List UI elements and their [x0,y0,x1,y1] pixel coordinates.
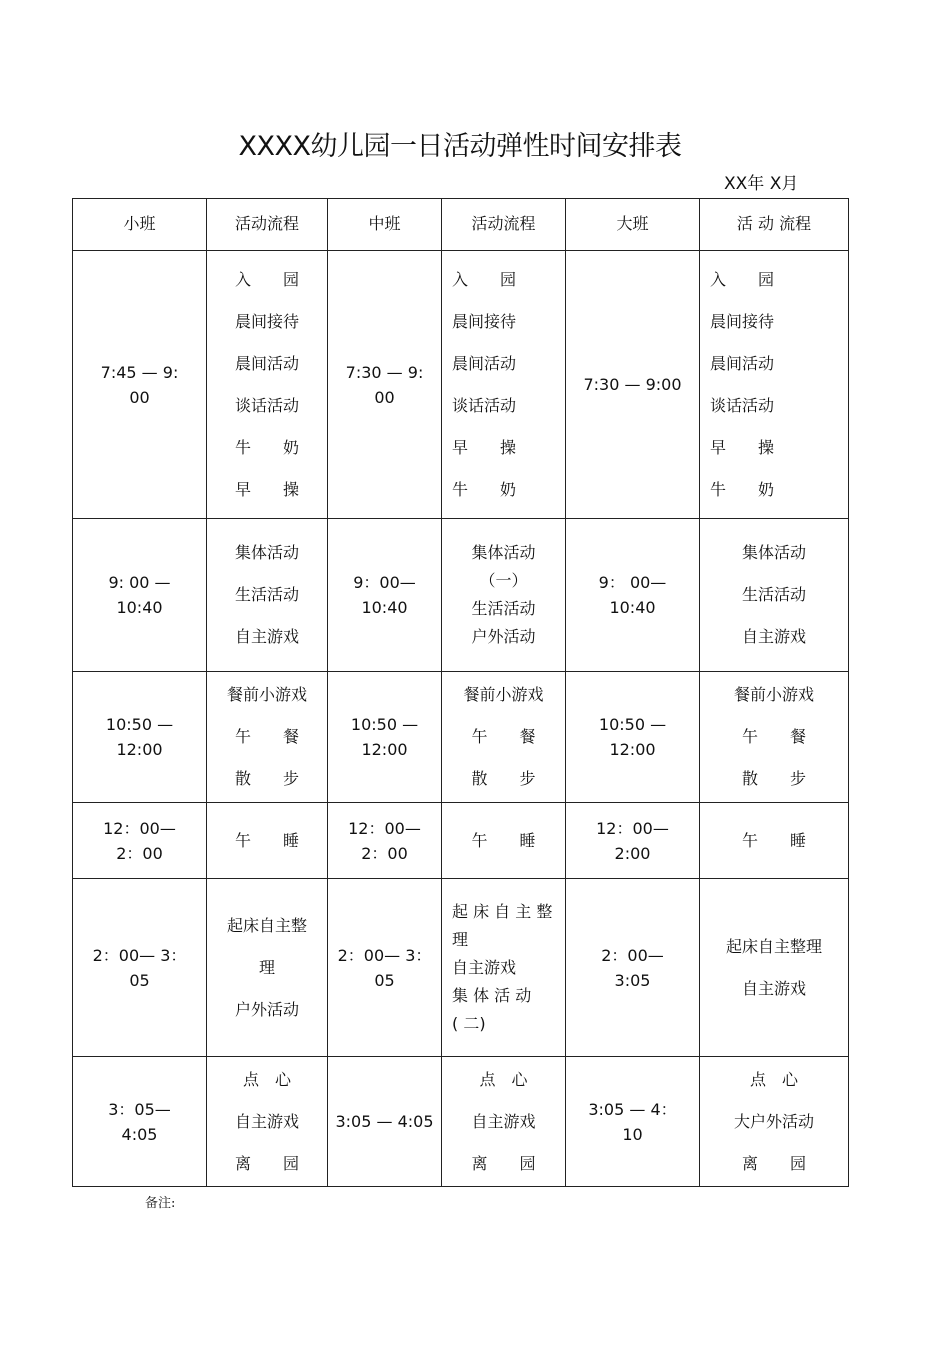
small-class-time [73,519,207,672]
table-row [73,803,849,879]
time-range: 3：05— 4:05 [108,1099,171,1144]
header-big-activities: 活 动 流程 [700,199,849,251]
activity-item: 晨间接待 [234,311,299,331]
activity-item: 集体活动 [741,543,806,562]
big-class-time [566,672,700,803]
activity-item: 入 园 [234,269,299,289]
mid-class-activities [442,672,566,803]
small-class-time [73,879,207,1057]
activity-item: 离 园 [741,1153,806,1173]
activity-item: 谈话活动 [234,395,299,415]
activity-item: 谈话活动 [452,395,517,415]
activity-item: 餐前小游戏 [733,685,814,704]
small-class-activities [207,1057,328,1187]
time-range: 2：00— 3：05 [92,945,187,990]
table-row [73,672,849,803]
header-big-class: 大班 [566,199,700,251]
activity-item: 谈话活动 [710,395,775,415]
big-class-activities [700,251,849,519]
mid-class-activities [442,251,566,519]
activity-item: 散 步 [234,769,299,788]
activity-item: 生活活动 [741,585,806,604]
activity-item: 牛 奶 [710,479,775,499]
activity-item: 集 体 活 动 [452,985,532,1005]
mid-class-time [328,519,442,672]
activity-item: 自主游戏 [452,957,517,977]
activity-item: 自主游戏 [741,627,806,646]
mid-class-activities [442,519,566,672]
activity-item: 自主游戏 [234,1111,299,1131]
small-class-time [73,672,207,803]
activity-item: 起 床 自 主 整 [452,901,553,921]
big-class-time [566,803,700,879]
big-class-activities [700,519,849,672]
big-class-activities [700,672,849,803]
mid-class-time [328,803,442,879]
header-middle-activities: 活动流程 [442,199,566,251]
activity-item: 点 心 [242,1069,291,1089]
activity-item: 理 [258,957,275,977]
activity-item: 集体活动 [471,543,536,562]
page-title: XXXX幼儿园一日活动弹性时间安排表 [238,131,682,162]
activity-item: 点 心 [479,1069,528,1089]
activity-item: 生活活动 [234,585,299,604]
activity-item: 晨间活动 [234,353,299,373]
time-range: 7:45 — 9: 00 [100,362,179,407]
table-header-row [73,199,849,251]
table-row [73,879,849,1057]
big-class-time [566,1057,700,1187]
time-range: 9: 00 — 10:40 [108,573,171,617]
activity-item: ( 二) [452,1013,486,1033]
big-class-activities [700,879,849,1057]
time-range: 12：00— 2:00 [596,818,669,863]
activity-item: 离 园 [234,1153,299,1173]
activity-item: 午 餐 [471,727,536,746]
mid-class-time [328,251,442,519]
activity-item: 餐前小游戏 [463,685,544,704]
activity-item: 午 睡 [741,830,806,850]
activity-item: 餐前小游戏 [226,685,307,704]
big-class-time [566,519,700,672]
time-range: 12：00— 2：00 [103,818,176,863]
activity-item: 入 园 [710,269,775,289]
activity-item: 散 步 [471,769,536,788]
mid-class-activities [442,1057,566,1187]
table-row [73,251,849,519]
schedule-body [73,251,849,1187]
mid-class-time [328,672,442,803]
header-small-activities: 活动流程 [207,199,328,251]
small-class-activities [207,519,328,672]
header-small-class: 小班 [73,199,207,251]
date-label: XX年 X月 [724,174,799,194]
activity-item: 大户外活动 [733,1111,814,1131]
activity-item: 户外活动 [234,999,299,1019]
mid-class-activities [442,879,566,1057]
big-class-activities [700,803,849,879]
time-range: 9：00— 10:40 [353,573,416,617]
time-range: 12：00— 2：00 [348,818,421,863]
activity-item: 晨间活动 [452,353,517,373]
time-range: 2：00— 3:05 [601,945,664,990]
time-range: 7:30 — 9: 00 [345,362,424,407]
small-class-activities [207,251,328,519]
time-range: 2：00— 3：05 [337,945,432,990]
schedule-table [72,198,849,1187]
activity-item: 晨间接待 [710,311,775,331]
activity-item: 理 [452,929,469,949]
activity-item: 户外活动 [471,627,536,646]
small-class-time [73,1057,207,1187]
activity-item: 生活活动 [471,599,536,618]
activity-item: 晨间活动 [710,353,775,373]
time-range: 10:50 — 12:00 [105,715,174,759]
activity-item: 午 睡 [471,830,536,850]
activity-item: 起床自主整 [226,915,307,935]
activity-item: 午 餐 [741,727,806,746]
small-class-time [73,803,207,879]
mid-class-time [328,1057,442,1187]
activity-item: 散 步 [741,769,806,788]
mid-class-time [328,879,442,1057]
time-range: 10:50 — 12:00 [350,715,419,759]
note-label: 备注: [145,1196,176,1211]
activity-item: 入 园 [452,269,517,289]
activity-item: 集体活动 [234,543,299,562]
time-range: 3:05 — 4:05 [335,1112,434,1131]
activity-item: 自主游戏 [741,978,806,998]
activity-item: 午 睡 [234,830,299,850]
time-range: 7:30 — 9:00 [583,375,682,394]
activity-item: 牛 奶 [234,437,299,457]
activity-item: 点 心 [749,1069,798,1089]
activity-item: 离 园 [471,1153,536,1173]
activity-item: 早 操 [234,479,299,499]
activity-item: 牛 奶 [452,479,517,499]
small-class-activities [207,879,328,1057]
activity-item: 自主游戏 [471,1111,536,1131]
time-range: 9： 00— 10:40 [598,573,667,617]
time-range: 10:50 — 12:00 [598,715,667,759]
small-class-time [73,251,207,519]
big-class-time [566,879,700,1057]
activity-item: 早 操 [710,437,775,457]
time-range: 3:05 — 4：10 [588,1099,677,1144]
activity-item: 自主游戏 [234,627,299,646]
activity-item: 起床自主整理 [725,936,822,956]
big-class-time [566,251,700,519]
mid-class-activities [442,803,566,879]
small-class-activities [207,803,328,879]
activity-item: 早 操 [452,437,517,457]
activity-item: 晨间接待 [452,311,517,331]
activity-item: 午 餐 [234,727,299,746]
table-row [73,1057,849,1187]
small-class-activities [207,672,328,803]
activity-item: （一） [479,571,528,590]
big-class-activities [700,1057,849,1187]
table-row [73,519,849,672]
header-middle-class: 中班 [328,199,442,251]
